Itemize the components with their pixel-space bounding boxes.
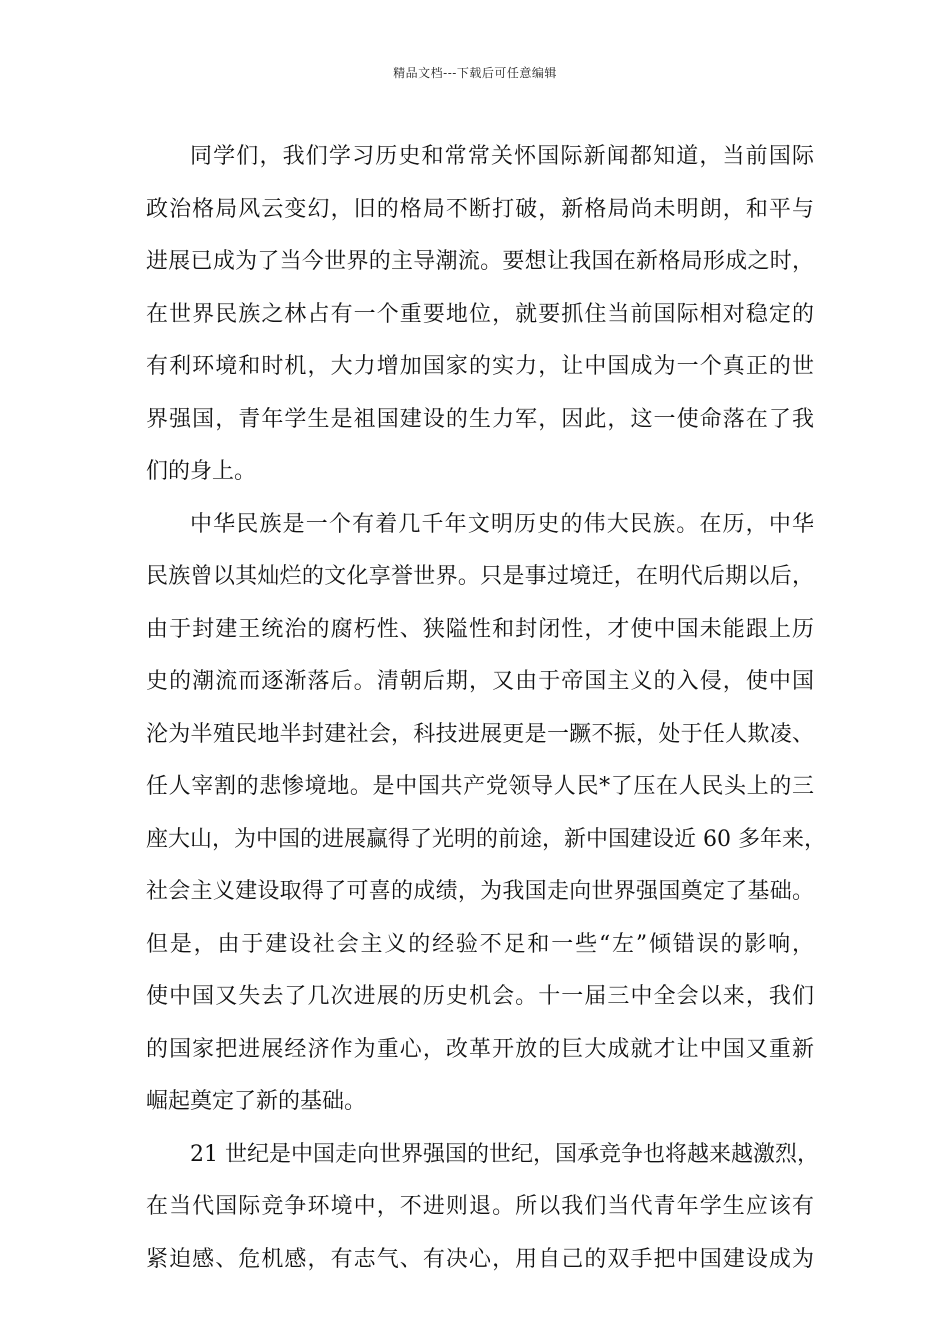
paragraph-line: 由于封建王统治的腐朽性、狭隘性和封闭性，才使中国未能跟上历 bbox=[146, 616, 814, 642]
paragraph bbox=[146, 131, 814, 499]
paragraph-line: 史的潮流而逐渐落后。清朝后期，又由于帝国主义的入侵，使中国 bbox=[146, 669, 814, 694]
paragraph-line: 座大山，为中国的进展赢得了光明的前途，新中国建设近 60 多年来， bbox=[146, 826, 826, 852]
paragraph-line: 的国家把进展经济作为重心，改革开放的巨大成就才让中国又重新 bbox=[146, 1036, 814, 1062]
paragraph bbox=[146, 1129, 819, 1287]
paragraph-line: 界强国，青年学生是祖国建设的生力军，因此，这一使命落在了我 bbox=[146, 406, 814, 432]
paragraph-line: 们的身上。 bbox=[146, 459, 257, 484]
paragraph-line: 21 世纪是中国走向世界强国的世纪，国承竞争也将越来越激烈， bbox=[190, 1141, 819, 1167]
paragraph-line: 任人宰割的悲惨境地。是中国共产党领导人民*了压在人民头上的三 bbox=[146, 774, 814, 799]
paragraph-line: 使中国又失去了几次进展的历史机会。十一届三中全会以来，我们 bbox=[146, 984, 814, 1009]
paragraph-line: 但是，由于建设社会主义的经验不足和一些“左”倾错误的影响， bbox=[146, 931, 814, 957]
paragraph-line: 崛起奠定了新的基础。 bbox=[146, 1089, 367, 1114]
paragraph-line: 中华民族是一个有着几千年文明历史的伟大民族。在历，中华 bbox=[190, 511, 814, 537]
paragraph-line: 有利环境和时机，大力增加国家的实力，让中国成为一个真正的世 bbox=[146, 354, 814, 379]
paragraph-line: 政治格局风云变幻，旧的格局不断打破，新格局尚未明朗，和平与 bbox=[146, 196, 814, 222]
paragraph-line: 进展已成为了当今世界的主导潮流。要想让我国在新格局形成之时， bbox=[146, 249, 814, 274]
paragraph-line: 沦为半殖民地半封建社会，科技进展更是一蹶不振，处于任人欺凌、 bbox=[146, 721, 814, 747]
page-header: 精品文档---下载后可任意编辑 bbox=[393, 66, 557, 80]
paragraph-line: 在世界民族之林占有一个重要地位，就要抓住当前国际相对稳定的 bbox=[146, 301, 814, 327]
paragraph-line: 紧迫感、危机感，有志气、有决心，用自己的双手把中国建设成为 bbox=[146, 1246, 814, 1272]
paragraph-line: 在当代国际竞争环境中，不进则退。所以我们当代青年学生应该有 bbox=[146, 1194, 814, 1219]
paragraph bbox=[146, 499, 826, 1129]
document-body bbox=[146, 131, 826, 1286]
paragraph-line: 同学们，我们学习历史和常常关怀国际新闻都知道，当前国际 bbox=[190, 144, 814, 169]
paragraph-line: 民族曾以其灿烂的文化享誉世界。只是事过境迁，在明代后期以后， bbox=[146, 564, 814, 589]
paragraph-line: 社会主义建设取得了可喜的成绩，为我国走向世界强国奠定了基础。 bbox=[146, 879, 814, 904]
